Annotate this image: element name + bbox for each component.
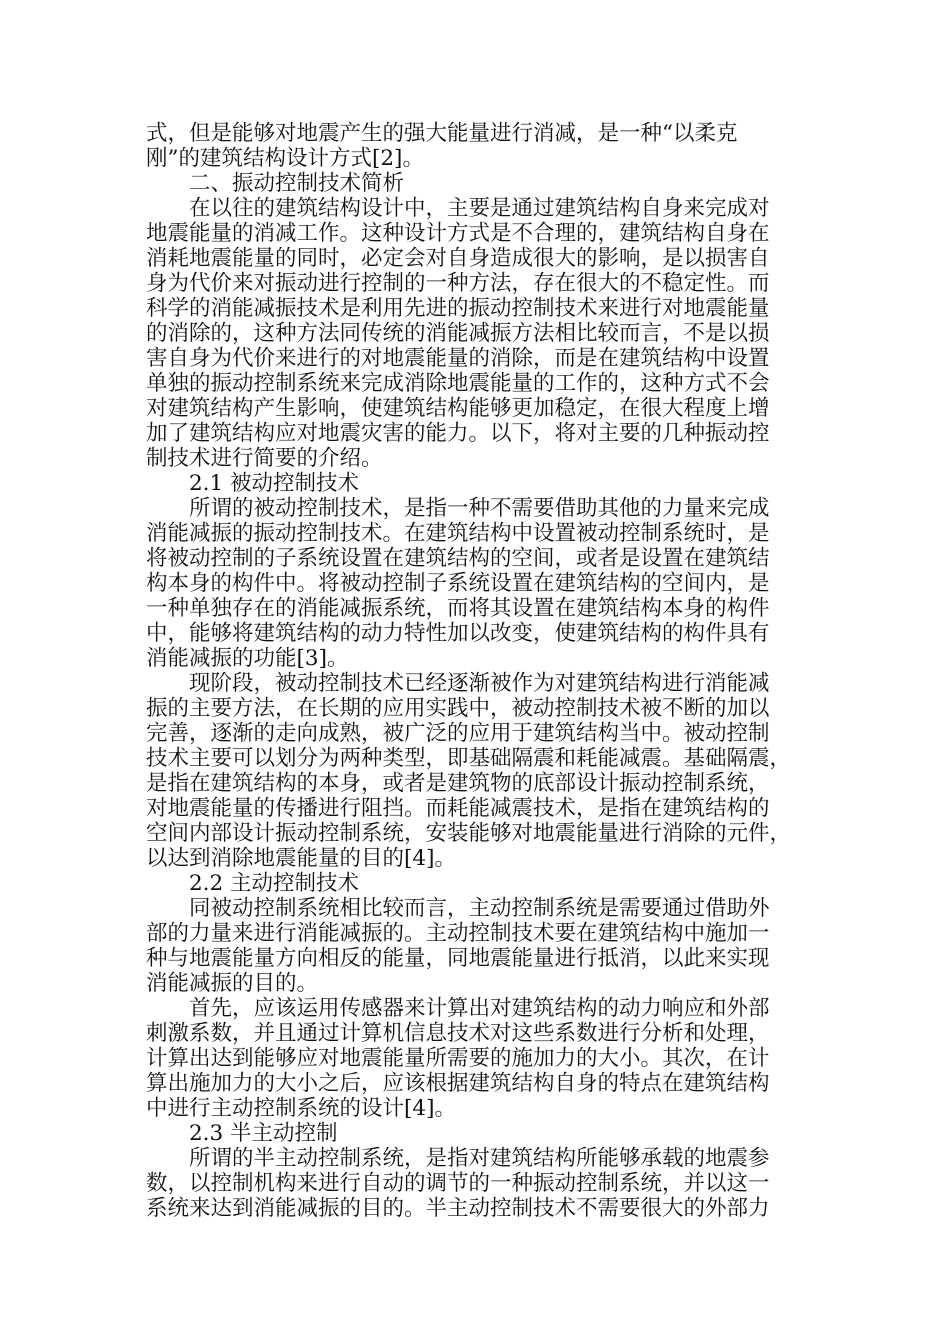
paragraph-line: 计算出达到能够应对地震能量所需要的施加力的大小。其次，在计	[146, 1046, 770, 1071]
subsection-heading: 2.1 被动控制技术	[189, 471, 360, 496]
subsection-heading: 2.3 半主动控制	[189, 1121, 338, 1146]
paragraph-line: 消能减振的振动控制技术。在建筑结构中设置被动控制系统时，是	[146, 521, 770, 546]
paragraph-line: 将被动控制的子系统设置在建筑结构的空间，或者是设置在建筑结	[146, 546, 770, 571]
paragraph-line: 刚”的建筑结构设计方式[2]。	[146, 146, 424, 171]
paragraph-line: 消耗地震能量的同时，必定会对自身造成很大的影响，是以损害自	[146, 246, 770, 271]
paragraph-line: 中进行主动控制系统的设计[4]。	[146, 1096, 456, 1121]
paragraph-line: 加了建筑结构应对地震灾害的能力。以下，将对主要的几种振动控	[146, 421, 770, 446]
document-body	[146, 121, 806, 1221]
paragraph-line: 所谓的被动控制技术，是指一种不需要借助其他的力量来完成	[189, 496, 770, 521]
paragraph-line: 完善，逐渐的走向成熟，被广泛的应用于建筑结构当中。被动控制	[146, 721, 770, 746]
paragraph-line: 构本身的构件中。将被动控制子系统设置在建筑结构的空间内，是	[146, 571, 770, 596]
paragraph-line: 地震能量的消减工作。这种设计方式是不合理的，建筑结构自身在	[146, 221, 770, 246]
paragraph-line: 身为代价来对振动进行控制的一种方法，存在很大的不稳定性。而	[146, 271, 770, 296]
paragraph-line: 以达到消除地震能量的目的[4]。	[146, 846, 456, 871]
paragraph-line: 中，能够将建筑结构的动力特性加以改变，使建筑结构的构件具有	[146, 621, 770, 646]
paragraph-line: 害自身为代价来进行的对地震能量的消除，而是在建筑结构中设置	[146, 346, 770, 371]
paragraph-line: 现阶段，被动控制技术已经逐渐被作为对建筑结构进行消能减	[189, 671, 770, 696]
paragraph-line: 空间内部设计振动控制系统，安装能够对地震能量进行消除的元件，	[146, 821, 792, 846]
paragraph-line: 系统来达到消能减振的目的。半主动控制技术不需要很大的外部力	[146, 1196, 770, 1221]
paragraph-line: 在以往的建筑结构设计中，主要是通过建筑结构自身来完成对	[189, 196, 770, 221]
paragraph-line: 单独的振动控制系统来完成消除地震能量的工作的，这种方式不会	[146, 371, 770, 396]
paragraph-line: 首先，应该运用传感器来计算出对建筑结构的动力响应和外部	[189, 996, 770, 1021]
paragraph-line: 技术主要可以划分为两种类型，即基础隔震和耗能减震。基础隔震，	[146, 746, 792, 771]
paragraph-line: 消能减振的目的。	[146, 971, 319, 996]
paragraph-line: 一种单独存在的消能减振系统，而将其设置在建筑结构本身的构件	[146, 596, 770, 621]
paragraph-line: 刺激系数，并且通过计算机信息技术对这些系数进行分析和处理，	[146, 1021, 770, 1046]
paragraph-line: 所谓的半主动控制系统，是指对建筑结构所能够承载的地震参	[189, 1146, 770, 1171]
paragraph-line: 科学的消能减振技术是利用先进的振动控制技术来进行对地震能量	[146, 296, 770, 321]
subsection-heading: 2.2 主动控制技术	[189, 871, 360, 896]
paragraph-line: 对地震能量的传播进行阻挡。而耗能减震技术，是指在建筑结构的	[146, 796, 770, 821]
paragraph-line: 振的主要方法，在长期的应用实践中，被动控制技术被不断的加以	[146, 696, 770, 721]
paragraph-line: 是指在建筑结构的本身，或者是建筑物的底部设计振动控制系统，	[146, 771, 770, 796]
section-heading: 二、振动控制技术简析	[189, 171, 405, 196]
paragraph-line: 的消除的，这种方法同传统的消能减振方法相比较而言，不是以损	[146, 321, 770, 346]
paragraph-line: 种与地震能量方向相反的能量，同地震能量进行抵消，以此来实现	[146, 946, 770, 971]
paragraph-line: 式，但是能够对地震产生的强大能量进行消减，是一种“以柔克	[146, 121, 738, 146]
paragraph-line: 制技术进行简要的介绍。	[146, 446, 383, 471]
paragraph-line: 消能减振的功能[3]。	[146, 646, 349, 671]
paragraph-line: 数，以控制机构来进行自动的调节的一种振动控制系统，并以这一	[146, 1171, 770, 1196]
paragraph-line: 同被动控制系统相比较而言，主动控制系统是需要通过借助外	[189, 896, 770, 921]
paragraph-line: 算出施加力的大小之后，应该根据建筑结构自身的特点在建筑结构	[146, 1071, 770, 1096]
paragraph-line: 对建筑结构产生影响，使建筑结构能够更加稳定，在很大程度上增	[146, 396, 770, 421]
paragraph-line: 部的力量来进行消能减振的。主动控制技术要在建筑结构中施加一	[146, 921, 770, 946]
